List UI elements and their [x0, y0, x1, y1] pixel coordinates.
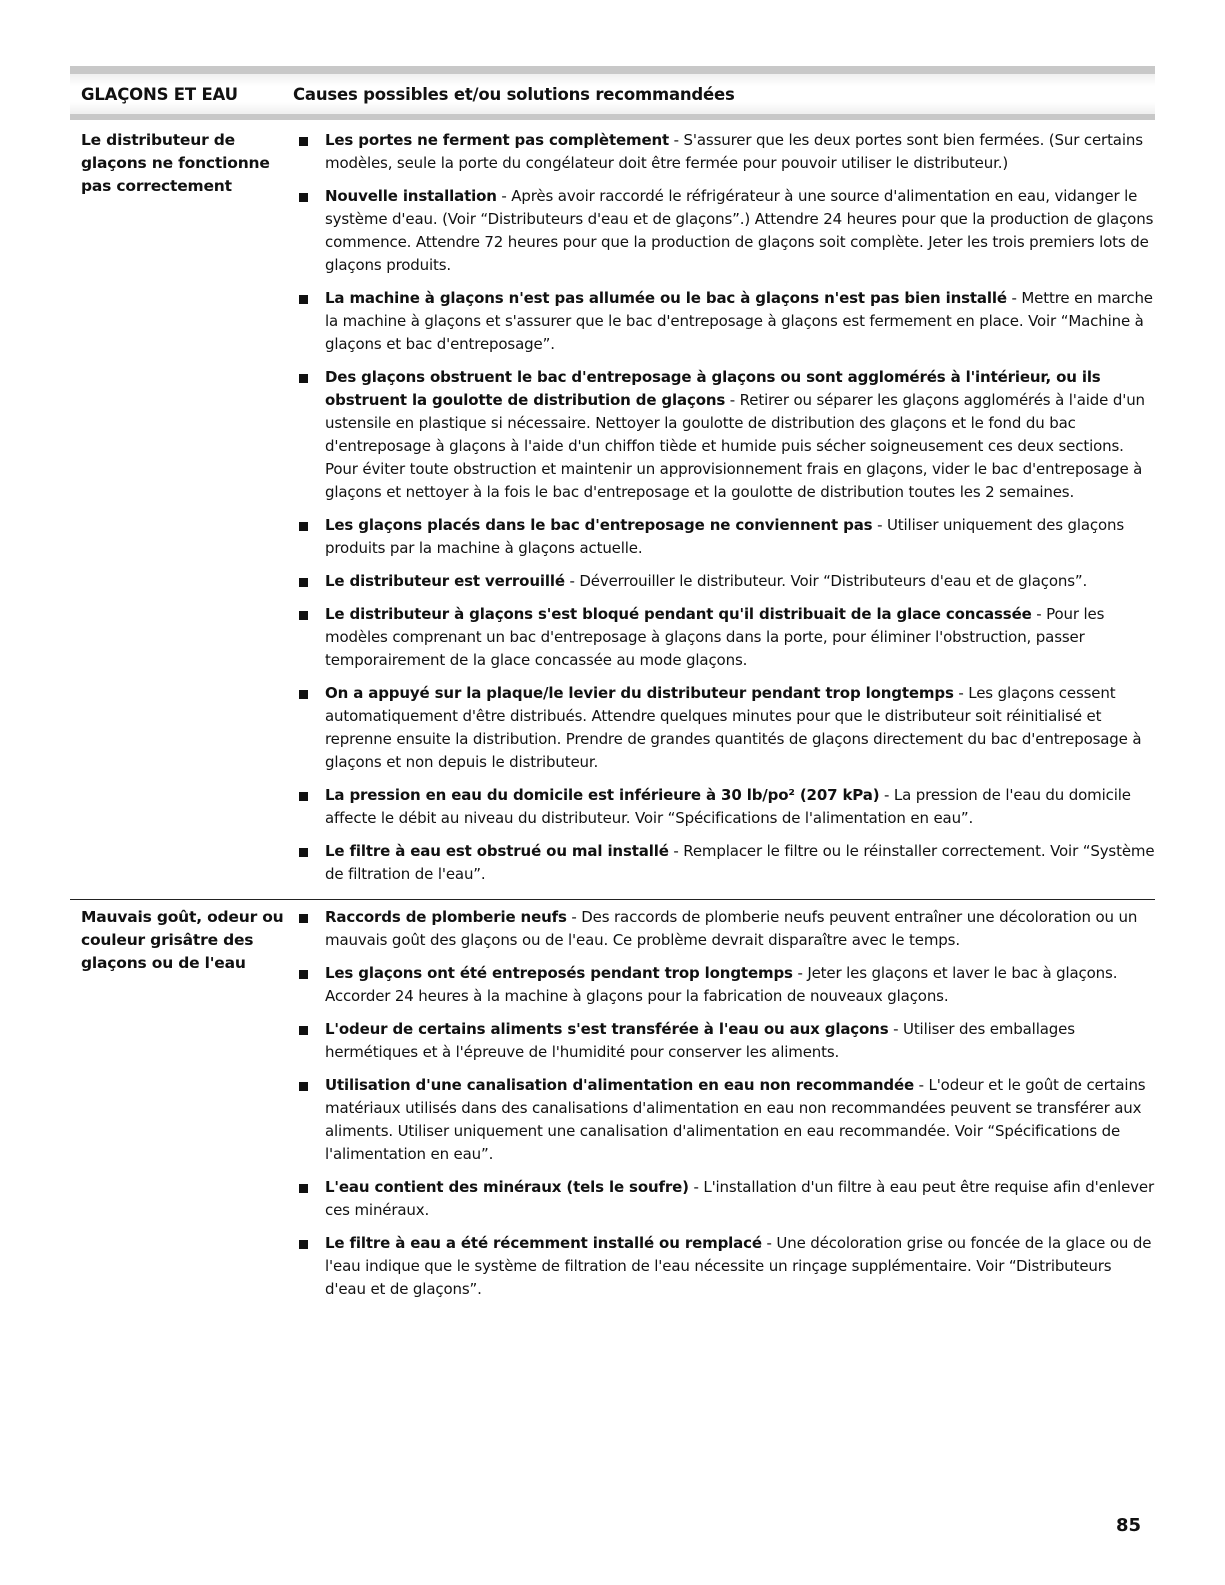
cause-title: Raccords de plomberie neufs: [325, 908, 567, 926]
solutions-heading: Causes possibles et/ou solutions recommandées: [293, 84, 735, 104]
list-item: [293, 1018, 1155, 1064]
bullet-icon: [293, 129, 325, 175]
list-item: [293, 570, 1155, 593]
solution-list: [293, 129, 1155, 896]
list-item: [293, 1176, 1155, 1222]
bullet-icon: [293, 962, 325, 1008]
cause-text: - L'installation d'un filtre à eau peut être requise afin d'enlever ces minéraux.: [325, 1178, 1154, 1219]
cause-title: La machine à glaçons n'est pas allumée ou le bac à glaçons n'est pas bien installé: [325, 289, 1007, 307]
cause-title: L'eau contient des minéraux (tels le soufre): [325, 1178, 689, 1196]
bullet-icon: [293, 570, 325, 593]
cause-text: - Une décoloration grise ou foncée de la glace ou de l'eau indique que le système de filtration de l'eau nécessite un rinçage supplémentaire. Voir “Distributeurs d'eau et de glaçons”.: [325, 1234, 1152, 1298]
category-heading: GLAÇONS ET EAU: [81, 84, 238, 104]
cause-title: Le filtre à eau a été récemment installé ou remplacé: [325, 1234, 762, 1252]
problem-section: [70, 899, 1155, 1311]
cause-title: Le filtre à eau est obstrué ou mal installé: [325, 842, 669, 860]
bullet-icon: [293, 514, 325, 560]
bullet-icon: [293, 185, 325, 277]
list-item: [293, 682, 1155, 774]
bullet-icon: [293, 1232, 325, 1301]
cause-text: - Les glaçons cessent automatiquement d'être distribués. Attendre quelques minutes pour que le distributeur soit réinitialisé et reprenne ensuite la distribution. Prendre de grandes quantités de glaçons directement du bac d'entreposage à glaçons et non depuis le distributeur.: [325, 684, 1142, 771]
bullet-icon: [293, 1018, 325, 1064]
problem-title: Mauvais goût, odeur ou couleur grisâtre des glaçons ou de l'eau: [81, 908, 284, 972]
cause-title: On a appuyé sur la plaque/le levier du distributeur pendant trop longtemps: [325, 684, 954, 702]
problem-title: Le distributeur de glaçons ne fonctionne pas correctement: [81, 131, 270, 195]
cause-text: - Pour les modèles comprenant un bac d'entreposage à glaçons dans la porte, pour éliminer l'obstruction, passer temporairement de la glace concassée au mode glaçons.: [325, 605, 1105, 669]
bullet-icon: [293, 287, 325, 356]
cause-title: La pression en eau du domicile est inférieure à 30 lb/po² (207 kPa): [325, 786, 880, 804]
cause-title: Les glaçons ont été entreposés pendant trop longtemps: [325, 964, 793, 982]
list-item: [293, 784, 1155, 830]
list-item: [293, 603, 1155, 672]
cause-text: - Après avoir raccordé le réfrigérateur à une source d'alimentation en eau, vidanger le système d'eau. (Voir “Distributeurs d'eau et de glaçons”.) Attendre 24 heures pour que la production de glaçons commence. Attendre 72 heures pour que la production de glaçons soit complète. Jeter les trois premiers lots de glaçons produits.: [325, 187, 1154, 274]
list-item: [293, 1074, 1155, 1166]
bullet-icon: [293, 906, 325, 952]
cause-text: - Remplacer le filtre ou le réinstaller correctement. Voir “Système de filtration de l'eau”.: [325, 842, 1155, 883]
cause-text: - Déverrouiller le distributeur. Voir “Distributeurs d'eau et de glaçons”.: [564, 572, 1088, 590]
list-item: [293, 129, 1155, 175]
cause-text: - La pression de l'eau du domicile affecte le débit au niveau du distributeur. Voir “Spécifications de l'alimentation en eau”.: [325, 786, 1131, 827]
bullet-icon: [293, 1074, 325, 1166]
list-item: [293, 962, 1155, 1008]
cause-text: - Des raccords de plomberie neufs peuvent entraîner une décoloration ou un mauvais goût des glaçons ou de l'eau. Ce problème devrait disparaître avec le temps.: [325, 908, 1138, 949]
cause-text: - Utiliser des emballages hermétiques et à l'épreuve de l'humidité pour conserver les aliments.: [325, 1020, 1075, 1061]
cause-text: - S'assurer que les deux portes sont bien fermées. (Sur certains modèles, seule la porte du congélateur doit être fermée pour pouvoir utiliser le distributeur.): [325, 131, 1143, 172]
list-item: [293, 185, 1155, 277]
list-item: [293, 840, 1155, 886]
cause-text: - Jeter les glaçons et laver le bac à glaçons. Accorder 24 heures à la machine à glaçons pour la fabrication de nouveaux glaçons.: [325, 964, 1118, 1005]
cause-text: - Utiliser uniquement des glaçons produits par la machine à glaçons actuelle.: [325, 516, 1125, 557]
cause-title: Nouvelle installation: [325, 187, 497, 205]
problem-section: [70, 120, 1155, 896]
list-item: [293, 906, 1155, 952]
cause-text: - Retirer ou séparer les glaçons agglomérés à l'aide d'un ustensile en plastique si nécessaire. Nettoyer la goulotte de distribution des glaçons et le fond du bac d'entreposage à glaçons à l'aide d'un chiffon tiède et humide puis sécher soigneusement ces deux sections. Pour éviter toute obstruction et maintenir un approvisionnement frais en glaçons, vider le bac d'entreposage à glaçons et nettoyer à la fois le bac d'entreposage et la goulotte de distribution toutes les 2 semaines.: [325, 391, 1145, 501]
list-item: [293, 1232, 1155, 1301]
solution-list: [293, 906, 1155, 1311]
bullet-icon: [293, 603, 325, 672]
list-item: [293, 366, 1155, 504]
table-header: [70, 66, 1155, 120]
bullet-icon: [293, 366, 325, 504]
cause-title: Les portes ne ferment pas complètement: [325, 131, 670, 149]
bullet-icon: [293, 840, 325, 886]
page-number: 85: [1115, 1515, 1141, 1536]
bullet-icon: [293, 784, 325, 830]
cause-title: Les glaçons placés dans le bac d'entreposage ne conviennent pas: [325, 516, 873, 534]
list-item: [293, 287, 1155, 356]
bullet-icon: [293, 1176, 325, 1222]
cause-title: Le distributeur à glaçons s'est bloqué pendant qu'il distribuait de la glace concassée: [325, 605, 1032, 623]
cause-text: - Mettre en marche la machine à glaçons et s'assurer que le bac d'entreposage à glaçons est fermement en place. Voir “Machine à glaçons et bac d'entreposage”.: [325, 289, 1153, 353]
cause-title: Utilisation d'une canalisation d'alimentation en eau non recommandée: [325, 1076, 914, 1094]
cause-title: Des glaçons obstruent le bac d'entreposage à glaçons ou sont agglomérés à l'intérieur, ou ils obstruent la goulotte de distribution de glaçons: [325, 368, 1101, 409]
list-item: [293, 514, 1155, 560]
troubleshooting-page: [70, 66, 1155, 1311]
cause-title: Le distributeur est verrouillé: [325, 572, 565, 590]
cause-title: L'odeur de certains aliments s'est transférée à l'eau ou aux glaçons: [325, 1020, 889, 1038]
cause-text: - L'odeur et le goût de certains matériaux utilisés dans des canalisations d'alimentation en eau non recommandées peuvent se transférer aux aliments. Utiliser uniquement une canalisation d'alimentation en eau recommandée. Voir “Spécifications de l'alimentation en eau”.: [325, 1076, 1146, 1163]
bullet-icon: [293, 682, 325, 774]
